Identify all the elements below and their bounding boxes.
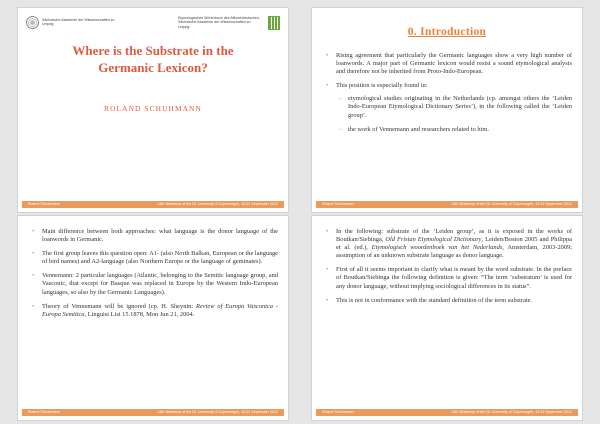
academy-seal-logo — [26, 16, 39, 29]
footer-right: 14th Workshop of the GL University of Copenhagen, 19-21 September 2012 — [157, 202, 278, 206]
institution-right: Etymologisches Wörterbuch des Althochdeutschen, Sächsische Akademie der Wissenschaften zu Leipzig — [178, 16, 260, 29]
bullet-text: Rising agreement that particularly the Germanic languages show a very high number of loanwords. A major part of Germanic lexicon would resist a sound etymological analysis and therefore not be inherited from Proto-Indo-European. — [336, 52, 572, 76]
bullet-item — [324, 52, 572, 76]
footer-left: Roland Schuhmann — [322, 202, 354, 206]
bullet-item — [30, 272, 278, 296]
bullet-item — [30, 228, 278, 244]
bullet-text: First of all it seems important to clarify what is meant by the word substrate. In the preface of Boutkan/Siebinga the following definition is given: “The term ‘substratum’ is used for any donor language, without implying sociological differences in its status”. — [336, 266, 572, 290]
bullet-text: Vennemann: 2 particular languages (Atlantic, belonging to the Semitic language group, and Vasconic, that except for Basque was replaced in Europe by the Western Indo-European languages, so also by the Germanic Languages). — [42, 272, 278, 296]
bullet-item — [324, 266, 572, 290]
slide-body — [324, 52, 572, 140]
bullet-icon: • — [32, 228, 35, 235]
footer-right: 14th Workshop of the GL University of Copenhagen, 19-21 September 2012 — [157, 410, 278, 414]
footer-left: Roland Schuhmann — [28, 410, 60, 414]
sub-bullet-text: the work of Vennemann and researchers related to him. — [348, 125, 489, 133]
footer-left: Roland Schuhmann — [28, 202, 60, 206]
bullet-item — [324, 82, 572, 133]
sub-bullet-item — [336, 95, 572, 119]
slide-footer — [316, 201, 578, 208]
slide-leiden-substrate — [312, 216, 582, 420]
bullet-icon: • — [326, 296, 329, 304]
bullet-item — [324, 297, 572, 305]
bullet-icon: • — [326, 228, 329, 235]
bullet-text-part: In the following: substrate of the ‘Leiden group’, as it is exposed in the works of Boutkan/Siebinga, — [336, 228, 572, 244]
bullet-text: The first group leaves this question open: A1- (also North Balkan, European or the language of bird names) and A2-language (also Northern Europe or the language of geminates). — [42, 250, 278, 266]
bullet-icon: • — [32, 272, 35, 280]
sub-bullet-item — [336, 126, 572, 134]
slide-body — [30, 228, 278, 325]
slide-introduction — [312, 8, 582, 212]
title-line-1: Where is the Substrate in the — [72, 43, 234, 58]
presentation-title — [38, 42, 268, 76]
bullet-icon: • — [326, 52, 329, 59]
slide-footer — [22, 409, 284, 416]
dictionary-title-frisian: Old Frisian Etymological Dictionary — [385, 236, 482, 244]
slide-title-page — [18, 8, 288, 212]
institution-left: Sächsische Akademie der Wissenschaften zu Leipzig — [42, 18, 115, 27]
bullet-icon: • — [32, 250, 35, 258]
slide-footer — [22, 201, 284, 208]
bullet-text-part: , Leiden/Boston 2005 and Philippa et al. (ed.), — [336, 236, 572, 252]
footer-left: Roland Schuhmann — [322, 410, 354, 414]
slide-approaches — [18, 216, 288, 420]
bullet-text: This position is especially found in: — [336, 82, 428, 90]
author-name: ROLAND SCHUHMANN — [104, 104, 202, 113]
dash-icon: – — [339, 125, 343, 133]
slide-body — [324, 228, 572, 311]
sub-bullet-text: etymological studies originating in the Netherlands (cp. amongst others the ‘Leiden Indo-European Etymological Dictionary Series’), in the following called the ‘Leiden group’. — [348, 95, 572, 119]
footer-right: 14th Workshop of the GL University of Copenhagen, 19-21 September 2012 — [451, 202, 572, 206]
bullet-text-part: , Amsterdam, 2003-2009; assumption of an unknown substrate language as donor language. — [336, 244, 572, 260]
slide-header — [26, 14, 280, 38]
bullet-text-start: Theory of Vennemann will be ignored (cp. H. Sheynin: — [42, 302, 197, 310]
section-heading: 0. Introduction — [407, 26, 487, 38]
bullet-item — [30, 250, 278, 266]
review-title: Review of Europa Vasconica - Europa Semitica — [42, 302, 278, 318]
bullet-icon: • — [326, 82, 329, 90]
title-line-2: Germanic Lexicon? — [98, 60, 208, 75]
slide-footer — [316, 409, 578, 416]
bullet-item — [30, 303, 278, 319]
footer-right: 14th Workshop of the GL University of Copenhagen, 19-21 September 2012 — [451, 410, 572, 414]
dictionary-title-dutch: Etymologisch woordenboek van het Nederlands — [371, 244, 503, 252]
dictionary-logo — [268, 16, 280, 30]
bullet-text: Main difference between both approaches: what language is the donor language of the loanwords in Germanic. — [42, 228, 278, 244]
dash-icon: – — [339, 95, 343, 103]
bullet-item — [324, 228, 572, 260]
bullet-icon: • — [326, 266, 329, 274]
bullet-text-end: , Linguist List 15.1878, Mon Jun 21, 2004. — [84, 310, 195, 318]
bullet-text: This is not in conformance with the standard definition of the term substrate. — [336, 296, 533, 304]
bullet-icon: • — [32, 302, 35, 310]
